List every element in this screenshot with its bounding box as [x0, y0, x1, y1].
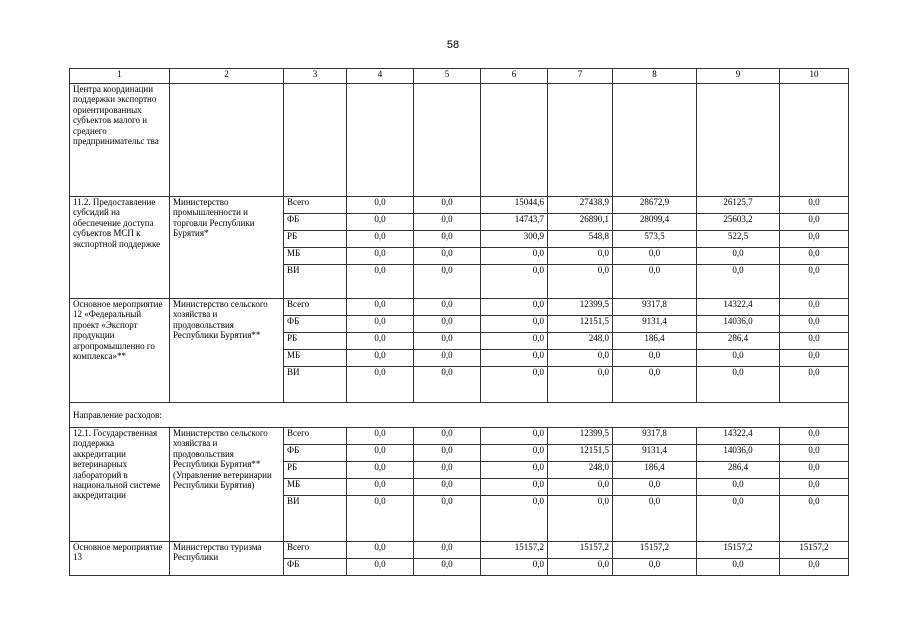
value-cell: 186,4 [613, 462, 697, 479]
value-cell: 0,0 [347, 197, 414, 214]
value-cell: 0,0 [481, 445, 548, 462]
value-cell: 0,0 [613, 248, 697, 265]
value-cell: 0,0 [481, 479, 548, 496]
value-cell: 0,0 [481, 299, 548, 316]
header-cell: 1 [70, 69, 170, 84]
header-cell: 4 [347, 69, 414, 84]
source-cell: ФБ [284, 559, 347, 576]
value-cell: 0,0 [613, 496, 697, 542]
value-cell: 15157,2 [697, 542, 780, 559]
value-cell: 15044,6 [481, 197, 548, 214]
source-cell: ФБ [284, 445, 347, 462]
value-cell: 0,0 [780, 496, 849, 542]
value-cell: 14036,0 [697, 445, 780, 462]
value-cell: 0,0 [414, 248, 481, 265]
value-cell: 548,8 [548, 231, 613, 248]
value-cell: 0,0 [481, 367, 548, 403]
value-cell: 0,0 [414, 559, 481, 576]
source-cell: РБ [284, 333, 347, 350]
value-cell: 0,0 [697, 559, 780, 576]
value-cell: 0,0 [347, 496, 414, 542]
source-cell: ВИ [284, 265, 347, 299]
value-cell: 0,0 [347, 559, 414, 576]
value-cell: 0,0 [697, 496, 780, 542]
value-cell: 0,0 [780, 462, 849, 479]
value-cell: 26890,1 [548, 214, 613, 231]
source-cell: РБ [284, 462, 347, 479]
value-cell: 0,0 [481, 316, 548, 333]
value-cell: 0,0 [780, 299, 849, 316]
activity-cell: Основное мероприятие 12 «Федеральный проект «Экспорт продукции агропромышленно го комплекса»** [70, 299, 170, 403]
table-row [70, 542, 849, 559]
value-cell: 0,0 [697, 479, 780, 496]
value-cell: 0,0 [697, 265, 780, 299]
header-cell: 8 [613, 69, 697, 84]
value-cell: 9131,4 [613, 316, 697, 333]
value-cell: 0,0 [481, 333, 548, 350]
value-cell: 0,0 [414, 316, 481, 333]
section-row [70, 403, 849, 428]
executor-cell: Министерство сельского хозяйства и продовольствия Республики Бурятия** (Управление ветеринарии Республики Бурятия) [170, 428, 284, 542]
value-cell: 0,0 [347, 428, 414, 445]
value-cell: 0,0 [347, 299, 414, 316]
value-cell: 0,0 [414, 265, 481, 299]
table-header-row [70, 69, 849, 84]
value-cell: 0,0 [697, 248, 780, 265]
value-cell: 0,0 [347, 479, 414, 496]
value-cell: 27438,9 [548, 197, 613, 214]
value-cell: 0,0 [414, 445, 481, 462]
value-cell: 0,0 [697, 367, 780, 403]
value-cell: 9317,8 [613, 428, 697, 445]
source-cell: МБ [284, 350, 347, 367]
value-cell: 0,0 [613, 479, 697, 496]
value-cell: 12399,5 [548, 299, 613, 316]
value-cell: 0,0 [548, 479, 613, 496]
value-cell: 0,0 [347, 248, 414, 265]
value-cell: 0,0 [780, 197, 849, 214]
value-cell: 0,0 [347, 333, 414, 350]
value-cell: 0,0 [780, 479, 849, 496]
value-cell: 0,0 [347, 350, 414, 367]
source-cell: МБ [284, 248, 347, 265]
value-cell: 0,0 [780, 350, 849, 367]
value-cell: 0,0 [481, 350, 548, 367]
source-cell: Всего [284, 299, 347, 316]
executor-cell: Министерство сельского хозяйства и продовольствия Республики Бурятия** [170, 299, 284, 403]
header-cell: 7 [548, 69, 613, 84]
value-cell: 0,0 [347, 542, 414, 559]
value-cell: 9317,8 [613, 299, 697, 316]
value-cell: 0,0 [347, 265, 414, 299]
value-cell: 15157,2 [548, 542, 613, 559]
value-cell: 15157,2 [613, 542, 697, 559]
value-cell: 15157,2 [481, 542, 548, 559]
value-cell: 0,0 [780, 214, 849, 231]
section-label: Направление расходов: [70, 403, 849, 428]
header-cell: 2 [170, 69, 284, 84]
value-cell: 0,0 [414, 428, 481, 445]
value-cell: 12151,5 [548, 445, 613, 462]
value-cell: 26125,7 [697, 197, 780, 214]
activity-cell: 11.2. Предоставление субсидий на обеспечение доступа субъектов МСП к экспортной поддержке [70, 197, 170, 299]
value-cell: 0,0 [548, 367, 613, 403]
value-cell: 0,0 [697, 350, 780, 367]
value-cell: 248,0 [548, 333, 613, 350]
source-cell: МБ [284, 479, 347, 496]
table-row [70, 428, 849, 445]
value-cell: 0,0 [414, 479, 481, 496]
value-cell: 0,0 [780, 428, 849, 445]
table-row [70, 84, 849, 197]
source-cell: ВИ [284, 496, 347, 542]
source-cell: Всего [284, 197, 347, 214]
activity-cell: 12.1. Государственная поддержка аккредитации ветеринарных лабораторий в национальной системе аккредитации [70, 428, 170, 542]
value-cell: 0,0 [347, 445, 414, 462]
value-cell: 286,4 [697, 462, 780, 479]
value-cell: 0,0 [481, 462, 548, 479]
value-cell: 28672,9 [613, 197, 697, 214]
value-cell: 248,0 [548, 462, 613, 479]
value-cell: 0,0 [414, 462, 481, 479]
source-cell: ФБ [284, 214, 347, 231]
value-cell: 28099,4 [613, 214, 697, 231]
value-cell: 0,0 [780, 231, 849, 248]
table-row [70, 197, 849, 214]
value-cell: 25603,2 [697, 214, 780, 231]
value-cell: 186,4 [613, 333, 697, 350]
value-cell: 0,0 [414, 542, 481, 559]
value-cell: 286,4 [697, 333, 780, 350]
header-cell: 6 [481, 69, 548, 84]
value-cell: 0,0 [481, 559, 548, 576]
value-cell: 522,5 [697, 231, 780, 248]
value-cell: 300,9 [481, 231, 548, 248]
value-cell: 0,0 [414, 350, 481, 367]
value-cell: 0,0 [780, 445, 849, 462]
activity-cell: Основное мероприятие 13 [70, 542, 170, 576]
value-cell: 0,0 [481, 496, 548, 542]
source-cell: Всего [284, 428, 347, 445]
source-cell: РБ [284, 231, 347, 248]
value-cell: 0,0 [548, 350, 613, 367]
value-cell: 0,0 [347, 231, 414, 248]
executor-cell: Министерство туризма Республики [170, 542, 284, 576]
value-cell: 14743,7 [481, 214, 548, 231]
value-cell: 14036,0 [697, 316, 780, 333]
value-cell: 0,0 [548, 559, 613, 576]
table-row [70, 299, 849, 316]
activity-cell: Центра координации поддержки экспортно ориентированных субъектов малого и среднего предпринимательс тва [70, 84, 170, 197]
value-cell: 0,0 [347, 462, 414, 479]
value-cell: 12151,5 [548, 316, 613, 333]
value-cell: 0,0 [414, 299, 481, 316]
value-cell: 15157,2 [780, 542, 849, 559]
value-cell: 0,0 [548, 496, 613, 542]
header-cell: 9 [697, 69, 780, 84]
source-cell: ВИ [284, 367, 347, 403]
value-cell: 0,0 [780, 367, 849, 403]
value-cell: 0,0 [780, 333, 849, 350]
source-cell: Всего [284, 542, 347, 559]
value-cell: 0,0 [414, 214, 481, 231]
value-cell: 0,0 [613, 559, 697, 576]
value-cell: 0,0 [347, 367, 414, 403]
page-number: 58 [446, 39, 460, 51]
value-cell: 0,0 [780, 248, 849, 265]
header-cell: 10 [780, 69, 849, 84]
value-cell: 0,0 [347, 316, 414, 333]
value-cell: 0,0 [481, 265, 548, 299]
value-cell: 0,0 [414, 496, 481, 542]
executor-cell: Министерство промышленности и торговли Республики Бурятия* [170, 197, 284, 299]
value-cell: 0,0 [414, 367, 481, 403]
value-cell: 0,0 [548, 248, 613, 265]
value-cell: 0,0 [780, 559, 849, 576]
value-cell: 0,0 [481, 428, 548, 445]
source-cell: ФБ [284, 316, 347, 333]
value-cell: 0,0 [613, 350, 697, 367]
value-cell: 0,0 [613, 265, 697, 299]
value-cell: 573,5 [613, 231, 697, 248]
value-cell: 14322,4 [697, 299, 780, 316]
header-cell: 5 [414, 69, 481, 84]
value-cell: 0,0 [414, 197, 481, 214]
value-cell: 0,0 [481, 248, 548, 265]
value-cell: 0,0 [780, 265, 849, 299]
header-cell: 3 [284, 69, 347, 84]
value-cell: 0,0 [548, 265, 613, 299]
value-cell: 12399,5 [548, 428, 613, 445]
value-cell: 9131,4 [613, 445, 697, 462]
value-cell: 0,0 [414, 333, 481, 350]
value-cell: 14322,4 [697, 428, 780, 445]
value-cell: 0,0 [613, 367, 697, 403]
value-cell: 0,0 [414, 231, 481, 248]
value-cell: 0,0 [780, 316, 849, 333]
budget-table [69, 68, 849, 576]
value-cell: 0,0 [347, 214, 414, 231]
